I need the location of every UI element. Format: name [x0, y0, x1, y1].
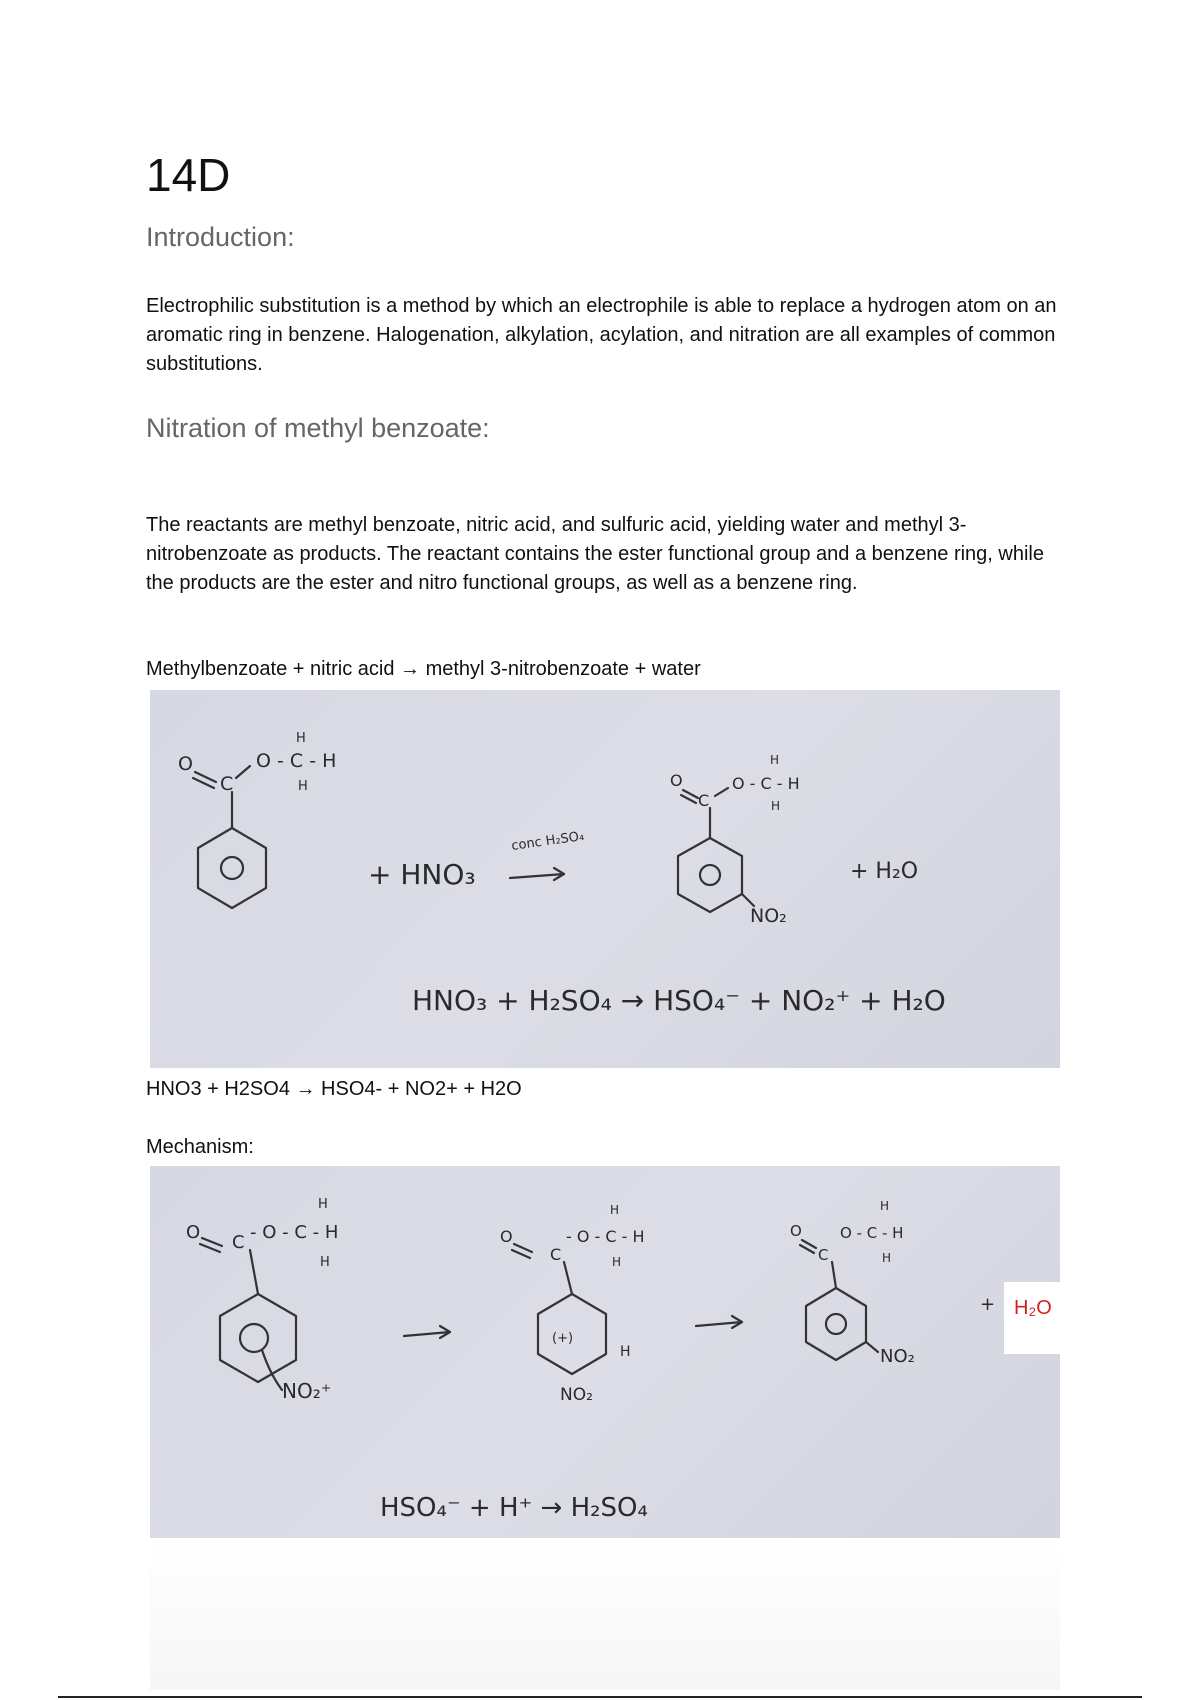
svg-text:H: H [880, 1199, 890, 1213]
svg-text:H: H [882, 1251, 892, 1265]
svg-text:O - C - H: O - C - H [256, 750, 337, 772]
page-bottom-shading [150, 1540, 1060, 1690]
svg-text:C: C [818, 1246, 829, 1264]
svg-text:H: H [318, 1197, 328, 1212]
nitric-acid-reagent: + HNO₃ [368, 858, 476, 891]
svg-text:O: O [500, 1227, 513, 1246]
svg-text:O: O [186, 1222, 201, 1243]
svg-text:O - C - H: O - C - H [840, 1224, 904, 1242]
mechanism-product-drawing [790, 1199, 903, 1360]
svg-text:(+): (+) [552, 1331, 574, 1346]
svg-text:C: C [220, 773, 234, 795]
methyl-nitrobenzoate-drawing [670, 753, 800, 912]
svg-text:H: H [620, 1344, 631, 1360]
catalyst-label: conc H₂SO₄ [510, 828, 586, 854]
nitration-heading: Nitration of methyl benzoate: [146, 413, 490, 443]
nitration-paragraph: The reactants are methyl benzoate, nitric acid, and sulfuric acid, yielding water and methyl 3-nitrobenzoate as products. The reactant contains the ester functional group and a benzene ring, while the products are the ester and nitro functional groups, as well as a benzene ring. [146, 514, 1044, 594]
svg-text:H: H [612, 1255, 622, 1269]
svg-text:O: O [178, 753, 193, 775]
acid-equation: HNO3 + H2SO4 → HSO4- + NO2+ + H2O [146, 1078, 522, 1100]
svg-text:O: O [790, 1222, 802, 1240]
svg-text:C: C [698, 791, 710, 810]
svg-text:H: H [771, 799, 781, 813]
water-label: H₂O [1014, 1297, 1052, 1319]
svg-text:H: H [298, 779, 308, 794]
svg-text:O - C - H: O - C - H [732, 774, 800, 793]
introduction-paragraph: Electrophilic substitution is a method by which an electrophile is able to replace a hydrogen atom on an aromatic ring in benzene. Halogenation, alkylation, acylation, and nitration are all examples of common substitutions. [146, 295, 1057, 375]
svg-text:H: H [610, 1203, 620, 1217]
mechanism-label: Mechanism: [146, 1136, 254, 1158]
svg-text:- O - C - H: - O - C - H [566, 1227, 645, 1246]
nitronium-ion: NO₂⁺ [282, 1379, 332, 1403]
svg-text:- O - C - H: - O - C - H [250, 1222, 339, 1243]
intermediate-nitro-label: NO₂ [560, 1385, 593, 1405]
svg-text:C: C [550, 1245, 562, 1264]
catalyst-regeneration-equation: HSO₄⁻ + H⁺ → H₂SO₄ [380, 1493, 648, 1523]
introduction-heading: Introduction: [146, 222, 295, 252]
svg-text:+: + [980, 1294, 996, 1315]
mechanism-photo [150, 1166, 1060, 1538]
electrophile-generation-equation: HNO₃ + H₂SO₄ → HSO₄⁻ + NO₂⁺ + H₂O [412, 984, 946, 1017]
reaction-photo [150, 690, 1060, 1068]
svg-text:O: O [670, 771, 683, 790]
word-equation: Methylbenzoate + nitric acid → methyl 3-nitrobenzoate + water [146, 658, 701, 680]
svg-text:C: C [232, 1232, 245, 1253]
page-divider [58, 1696, 1142, 1698]
mechanism-step1-drawing [186, 1197, 338, 1390]
svg-text:H: H [320, 1255, 330, 1270]
page-title: 14D [146, 149, 231, 201]
water-product: + H₂O [850, 859, 919, 884]
svg-text:H: H [296, 731, 306, 746]
svg-text:H: H [770, 753, 780, 767]
product-nitro-label: NO₂ [750, 905, 787, 927]
sigma-complex-drawing [500, 1203, 645, 1374]
product-nitro-group: NO₂ [880, 1346, 915, 1367]
methyl-benzoate-drawing [178, 731, 336, 908]
